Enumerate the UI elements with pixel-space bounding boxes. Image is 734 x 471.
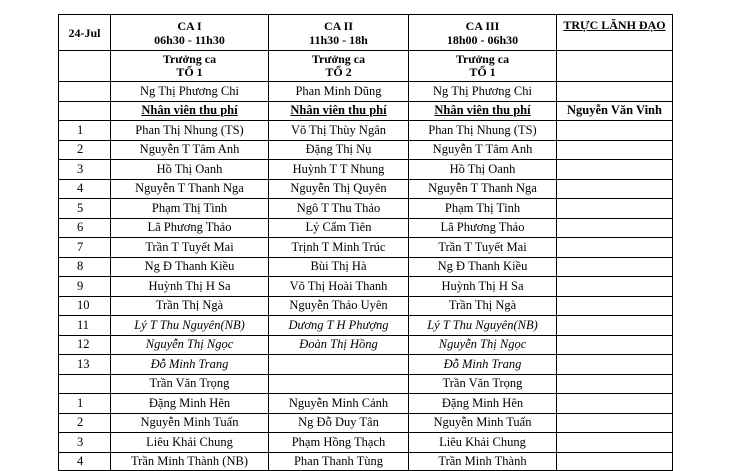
- team-cell-2[interactable]: [269, 51, 409, 82]
- ca1-cell[interactable]: Hồ Thị Oanh: [111, 160, 269, 180]
- ca2-cell[interactable]: Ng Đỗ Duy Tân: [269, 413, 409, 433]
- shift-lead-1[interactable]: Ng Thị Phương Chi: [111, 82, 269, 102]
- table-row: [59, 296, 673, 316]
- row-number[interactable]: 3: [59, 160, 111, 180]
- row-number[interactable]: 3: [59, 433, 111, 453]
- empty-cell[interactable]: [557, 413, 673, 433]
- empty-cell[interactable]: [59, 101, 111, 121]
- empty-cell[interactable]: [557, 296, 673, 316]
- staff-header-3[interactable]: Nhân viên thu phí: [409, 101, 557, 121]
- ca2-cell[interactable]: Huỳnh T T Nhung: [269, 160, 409, 180]
- ca3-cell[interactable]: Trần Minh Thành: [409, 452, 557, 470]
- table-row: [59, 121, 673, 141]
- empty-cell[interactable]: [557, 121, 673, 141]
- empty-cell[interactable]: [557, 160, 673, 180]
- ca2-cell[interactable]: Lý Cẩm Tiên: [269, 218, 409, 238]
- ca1-cell[interactable]: Đặng Minh Hên: [111, 394, 269, 414]
- staff-header-1[interactable]: Nhân viên thu phí: [111, 101, 269, 121]
- ca3-cell[interactable]: Trần Thị Ngà: [409, 296, 557, 316]
- row-number[interactable]: 9: [59, 277, 111, 297]
- empty-cell[interactable]: [557, 355, 673, 375]
- team-title: Trưởng ca: [311, 52, 366, 66]
- ca3-cell[interactable]: Lã Phương Thảo: [409, 218, 557, 238]
- team-title: Trưởng ca: [162, 52, 217, 66]
- row-number[interactable]: 6: [59, 218, 111, 238]
- ca2-cell[interactable]: Võ Thị Thùy Ngân: [269, 121, 409, 141]
- team-name: TỔ 1: [176, 65, 203, 79]
- duty-leader[interactable]: Nguyễn Văn Vinh: [557, 101, 673, 121]
- ca3-cell[interactable]: Phạm Thị Tình: [409, 199, 557, 219]
- ca2-cell[interactable]: Nguyễn Thảo Uyên: [269, 296, 409, 316]
- ca2-cell[interactable]: Phan Thanh Tùng: [269, 452, 409, 470]
- table-row: [59, 413, 673, 433]
- empty-cell[interactable]: [557, 433, 673, 453]
- row-number[interactable]: 5: [59, 199, 111, 219]
- table-row: [59, 433, 673, 453]
- row-number[interactable]: 10: [59, 296, 111, 316]
- table-row: [59, 277, 673, 297]
- team-cell-3[interactable]: [409, 51, 557, 82]
- team-cell-1[interactable]: [111, 51, 269, 82]
- row-number[interactable]: 4: [59, 179, 111, 199]
- ca1-cell[interactable]: Trần T Tuyết Mai: [111, 238, 269, 258]
- ca3-cell[interactable]: Phan Thị Nhung (TS): [409, 121, 557, 141]
- shift-header-3[interactable]: [409, 15, 557, 51]
- table-row: [59, 316, 673, 336]
- row-number[interactable]: 12: [59, 335, 111, 355]
- ca1-cell[interactable]: Phan Thị Nhung (TS): [111, 121, 269, 141]
- ca2-cell[interactable]: Đoàn Thị Hồng: [269, 335, 409, 355]
- empty-cell[interactable]: [557, 51, 673, 82]
- empty-cell[interactable]: [557, 374, 673, 394]
- empty-cell[interactable]: [557, 277, 673, 297]
- staff-header-2[interactable]: Nhân viên thu phí: [269, 101, 409, 121]
- table-row: [59, 160, 673, 180]
- ca2-cell[interactable]: Ngô T Thu Thảo: [269, 199, 409, 219]
- leader-header[interactable]: TRỰC LÃNH ĐẠO: [557, 15, 673, 51]
- shift-time: 11h30 - 18h: [309, 32, 368, 47]
- shift-lead-row: [59, 82, 673, 102]
- row-number[interactable]: 4: [59, 452, 111, 470]
- ca2-cell[interactable]: Trịnh T Minh Trúc: [269, 238, 409, 258]
- empty-cell[interactable]: [59, 82, 111, 102]
- ca1-cell[interactable]: Liêu Khải Chung: [111, 433, 269, 453]
- date-cell[interactable]: 24-Jul: [59, 15, 111, 51]
- ca1-cell[interactable]: Đỗ Minh Trang: [111, 355, 269, 375]
- ca3-cell[interactable]: Hồ Thị Oanh: [409, 160, 557, 180]
- ca3-cell[interactable]: Lý T Thu Nguyên(NB): [409, 316, 557, 336]
- ca2-cell[interactable]: [269, 355, 409, 375]
- empty-cell[interactable]: [59, 51, 111, 82]
- ca3-cell[interactable]: Đỗ Minh Trang: [409, 355, 557, 375]
- table-row: [59, 335, 673, 355]
- empty-cell[interactable]: [557, 394, 673, 414]
- table-row: [59, 257, 673, 277]
- shift-name: CA II: [323, 18, 353, 33]
- table-row: [59, 452, 673, 470]
- empty-cell[interactable]: [557, 140, 673, 160]
- row-number[interactable]: 1: [59, 121, 111, 141]
- shift-header-2[interactable]: [269, 15, 409, 51]
- empty-cell[interactable]: [557, 82, 673, 102]
- shift-lead-3[interactable]: Ng Thị Phương Chi: [409, 82, 557, 102]
- ca3-cell[interactable]: Nguyễn Thị Ngọc: [409, 335, 557, 355]
- shift-name: CA I: [177, 18, 202, 33]
- ca1-cell[interactable]: Lý T Thu Nguyên(NB): [111, 316, 269, 336]
- empty-cell[interactable]: [557, 218, 673, 238]
- ca1-cell[interactable]: Lã Phương Thảo: [111, 218, 269, 238]
- empty-cell[interactable]: [557, 452, 673, 470]
- ca1-cell[interactable]: Nguyễn Minh Tuấn: [111, 413, 269, 433]
- row-number[interactable]: 11: [59, 316, 111, 336]
- table-row: [59, 179, 673, 199]
- sub-lead-row: [59, 374, 673, 394]
- row-number[interactable]: 2: [59, 413, 111, 433]
- ca3-cell[interactable]: Ng Đ Thanh Kiều: [409, 257, 557, 277]
- empty-cell[interactable]: [557, 335, 673, 355]
- row-number[interactable]: 2: [59, 140, 111, 160]
- shift-schedule-table: [58, 14, 673, 471]
- table-row: [59, 394, 673, 414]
- ca2-cell[interactable]: Phạm Hồng Thạch: [269, 433, 409, 453]
- table-row: [59, 238, 673, 258]
- empty-cell[interactable]: [557, 179, 673, 199]
- ca1-cell[interactable]: Trần Văn Trọng: [111, 374, 269, 394]
- ca3-cell[interactable]: Liêu Khải Chung: [409, 433, 557, 453]
- empty-cell[interactable]: [557, 257, 673, 277]
- ca2-cell[interactable]: Đặng Thị Nụ: [269, 140, 409, 160]
- ca1-cell[interactable]: Nguyễn T Thanh Nga: [111, 179, 269, 199]
- ca2-cell[interactable]: Võ Thị Hoài Thanh: [269, 277, 409, 297]
- ca1-cell[interactable]: Nguyễn Thị Ngọc: [111, 335, 269, 355]
- ca2-cell[interactable]: Nguyễn Minh Cảnh: [269, 394, 409, 414]
- ca3-cell[interactable]: Huỳnh Thị H Sa: [409, 277, 557, 297]
- ca3-cell[interactable]: Nguyễn T Thanh Nga: [409, 179, 557, 199]
- ca1-cell[interactable]: Trần Minh Thành (NB): [111, 452, 269, 470]
- shift-header-1[interactable]: [111, 15, 269, 51]
- team-name: TỔ 2: [325, 65, 352, 79]
- empty-cell[interactable]: [557, 238, 673, 258]
- ca2-cell[interactable]: Bùi Thị Hà: [269, 257, 409, 277]
- ca2-cell[interactable]: Dương T H Phượng: [269, 316, 409, 336]
- ca3-cell[interactable]: Nguyễn Minh Tuấn: [409, 413, 557, 433]
- shift-time: 06h30 - 11h30: [154, 32, 225, 47]
- shift-lead-2[interactable]: Phan Minh Dũng: [269, 82, 409, 102]
- ca1-cell[interactable]: Trần Thị Ngà: [111, 296, 269, 316]
- row-number[interactable]: 1: [59, 394, 111, 414]
- empty-cell[interactable]: [59, 374, 111, 394]
- staff-header-row: [59, 101, 673, 121]
- row-number[interactable]: 8: [59, 257, 111, 277]
- row-number[interactable]: 7: [59, 238, 111, 258]
- ca1-cell[interactable]: Huỳnh Thị H Sa: [111, 277, 269, 297]
- ca3-cell[interactable]: Trần Văn Trọng: [409, 374, 557, 394]
- ca1-cell[interactable]: Ng Đ Thanh Kiều: [111, 257, 269, 277]
- team-title: Trưởng ca: [455, 52, 510, 66]
- table-row: [59, 218, 673, 238]
- ca2-cell[interactable]: Nguyễn Thị Quyên: [269, 179, 409, 199]
- ca1-cell[interactable]: Nguyễn T Tâm Anh: [111, 140, 269, 160]
- ca3-cell[interactable]: Nguyễn T Tâm Anh: [409, 140, 557, 160]
- shift-time: 18h00 - 06h30: [446, 32, 519, 47]
- shift-name: CA III: [465, 18, 500, 33]
- ca3-cell[interactable]: Đặng Minh Hên: [409, 394, 557, 414]
- ca2-cell[interactable]: [269, 374, 409, 394]
- header-row: [59, 15, 673, 51]
- team-row: [59, 51, 673, 82]
- ca3-cell[interactable]: Trần T Tuyết Mai: [409, 238, 557, 258]
- table-row: [59, 199, 673, 219]
- empty-cell[interactable]: [557, 199, 673, 219]
- table-row: [59, 355, 673, 375]
- table-row: [59, 140, 673, 160]
- team-name: TỔ 1: [469, 65, 496, 79]
- empty-cell[interactable]: [557, 316, 673, 336]
- row-number[interactable]: 13: [59, 355, 111, 375]
- ca1-cell[interactable]: Phạm Thị Tình: [111, 199, 269, 219]
